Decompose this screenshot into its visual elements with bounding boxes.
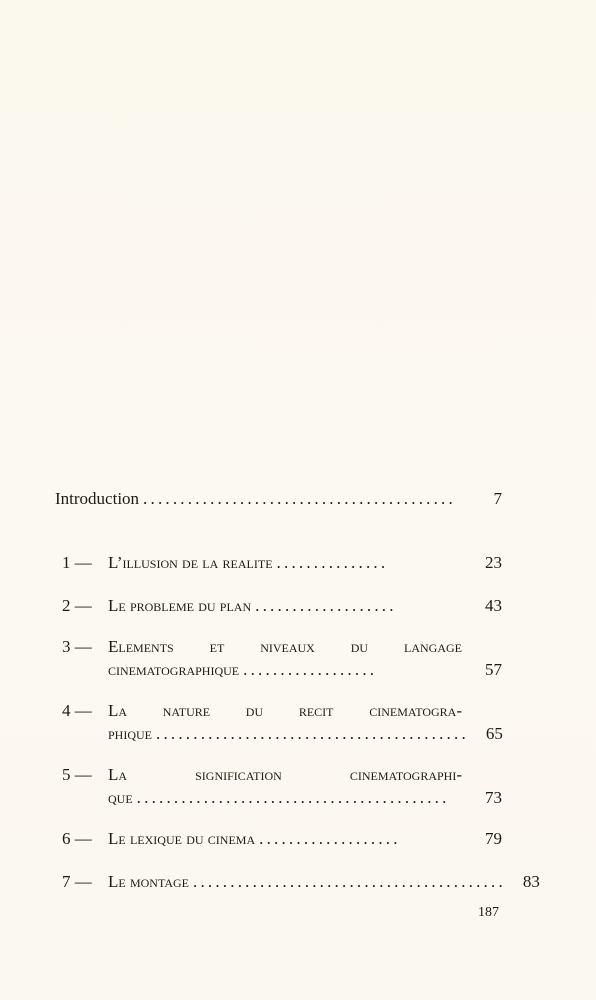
chapter-number: 6 — <box>62 829 92 848</box>
chapter-title-continued: cinematographique <box>108 660 240 679</box>
dot-leader: ................... <box>255 596 397 615</box>
chapter-number: 3 — <box>62 637 92 656</box>
toc-page-number: 23 <box>485 553 502 572</box>
dot-leader: ................... <box>259 829 401 848</box>
toc-page-number: 83 <box>522 872 540 891</box>
chapter-title: La signification cinematographi- <box>108 765 462 784</box>
page-folio-number: 187 <box>478 905 499 920</box>
chapter-number: 1 — <box>62 553 92 572</box>
dot-leader: .......................................... <box>143 489 456 508</box>
dot-leader: ............... <box>276 553 389 572</box>
toc-page-number: 43 <box>485 596 502 615</box>
chapter-title: L’illusion de la realite <box>108 553 273 572</box>
dot-leader: .......................................... <box>193 872 506 891</box>
dot-leader: .......................................... <box>136 788 450 807</box>
toc-page-number: 57 <box>485 660 502 679</box>
toc-page-number: 65 <box>485 724 503 743</box>
chapter-title-continued: phique <box>108 724 152 743</box>
dot-leader: .......................................... <box>156 724 469 743</box>
chapter-title: Le probleme du plan <box>108 596 252 615</box>
dot-leader: .................. <box>243 660 378 679</box>
chapter-title: Elements et niveaux du langage <box>108 637 462 656</box>
chapter-number: 4 — <box>62 701 92 720</box>
toc-page-number: 73 <box>485 788 502 807</box>
toc-entry-label: Introduction <box>55 489 140 508</box>
toc-page-number: 7 <box>493 489 502 508</box>
chapter-title-continued: que <box>108 788 133 807</box>
bleed-through-text <box>0 0 596 470</box>
chapter-number: 2 — <box>62 596 92 615</box>
chapter-number: 7 — <box>62 872 92 891</box>
chapter-title: La nature du recit cinematogra- <box>108 701 462 720</box>
chapter-title: Le lexique du cinema <box>108 829 256 848</box>
chapter-number: 5 — <box>62 765 92 784</box>
chapter-title: Le montage <box>108 872 189 891</box>
toc-page-number: 79 <box>485 829 502 848</box>
